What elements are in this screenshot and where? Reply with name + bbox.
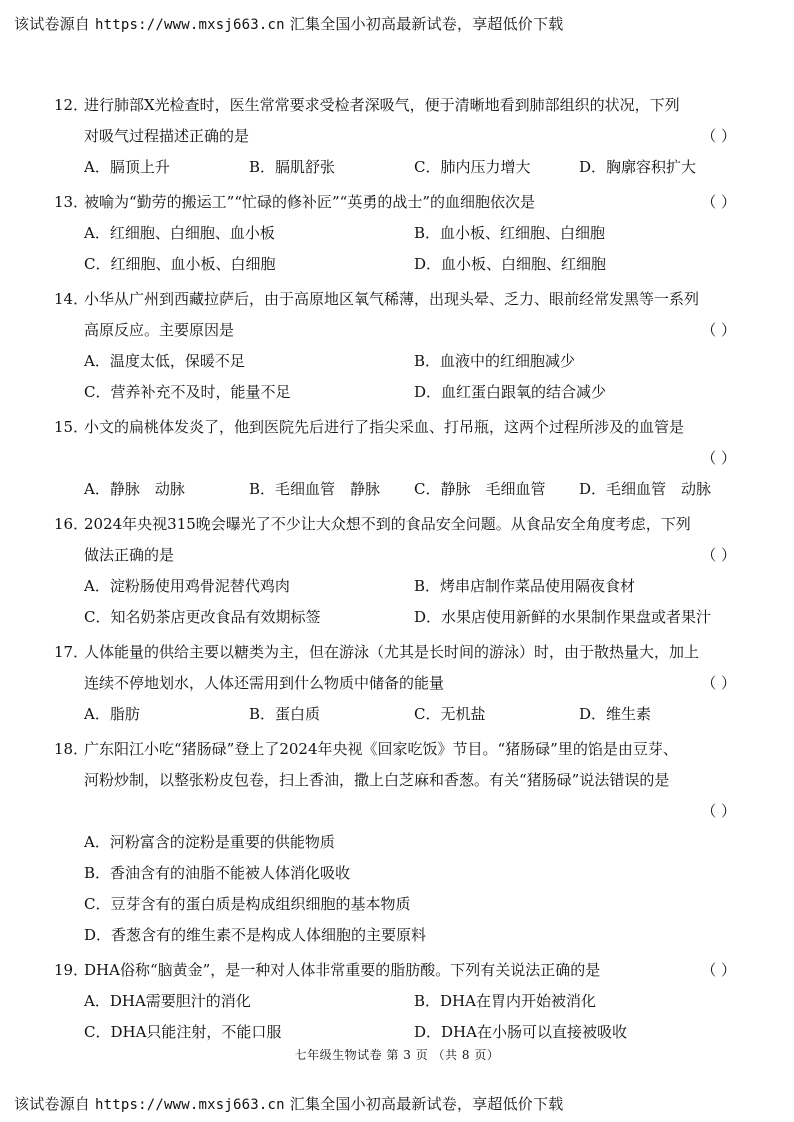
question-14: 14． 小华从广州到西藏拉萨后，由于高原地区氧气稀薄，出现头晕、乏力、眼前经常发黑等一系列 高原反应。主要原因是 （ ） A．温度太低，保暖不足 B．血液中的红细胞减少 C．营养补充不及时，能量不足 D．血红蛋白跟氧的结合减少 (54, 284, 744, 408)
option-c: C．静脉 毛细血管 (414, 480, 546, 498)
option-b: B．毛细血管 静脉 (249, 480, 381, 498)
answer-blank: （ ） (701, 321, 736, 339)
answer-blank: （ ） (701, 961, 736, 979)
option-a: A．河粉富含的淀粉是重要的供能物质 (84, 833, 335, 851)
option-c: C．肺内压力增大 (414, 158, 531, 176)
question-13: 13． 被喻为“勤劳的搬运工”“忙碌的修补匠”“英勇的战士”的血细胞依次是 （ ） A．红细胞、白细胞、血小板 B．血小板、红细胞、白细胞 C．红细胞、血小板、白细胞 D．血小板、白细胞、红细胞 (54, 187, 744, 280)
option-b: B．血液中的红细胞减少 (414, 352, 576, 370)
option-d: D．维生素 (579, 705, 652, 723)
source-banner-top: 该试卷源自 https://www.mxsj663.cn 汇集全国小初高最新试卷，享超低价下载 (14, 15, 564, 33)
option-d: D．血红蛋白跟氧的结合减少 (414, 383, 607, 401)
option-a: A．静脉 动脉 (84, 480, 185, 498)
option-b: B．膈肌舒张 (249, 158, 336, 176)
answer-blank: （ ） (701, 193, 736, 211)
option-b: B．香油含有的油脂不能被人体消化吸收 (84, 864, 351, 882)
option-c: C．豆芽含有的蛋白质是构成组织细胞的基本物质 (84, 895, 411, 913)
question-17: 17． 人体能量的供给主要以糖类为主，但在游泳（尤其是长时间的游泳）时，由于散热量大，加上 连续不停地划水，人体还需用到什么物质中储备的能量 （ ） A．脂肪 B．蛋白质 C．无机盐 D．维生素 (54, 637, 744, 730)
option-c: C．无机盐 (414, 705, 486, 723)
question-list (54, 90, 744, 1048)
answer-blank: （ ） (701, 546, 736, 564)
option-d: D．毛细血管 动脉 (579, 480, 712, 498)
option-d: D．血小板、白细胞、红细胞 (414, 255, 607, 273)
option-d: D．DHA在小肠可以直接被吸收 (414, 1023, 627, 1041)
option-c: C．红细胞、血小板、白细胞 (84, 255, 276, 273)
answer-blank: （ ） (701, 802, 736, 820)
question-16: 16． 2024年央视315晚会曝光了不少让大众想不到的食品安全问题。从食品安全角度考虑，下列 做法正确的是 （ ） A．淀粉肠使用鸡骨泥替代鸡肉 B．烤串店制作菜品使用隔夜食材 C．知名奶茶店更改食品有效期标签 D．水果店使用新鲜的水果制作果盘或者果汁 (54, 509, 744, 633)
option-d: D．香葱含有的维生素不是构成人体细胞的主要原料 (84, 926, 427, 944)
option-d: D．胸廓容积扩大 (579, 158, 697, 176)
question-12: 12． 进行肺部X光检查时，医生常常要求受检者深吸气，便于清晰地看到肺部组织的状况，下列 对吸气过程描述正确的是 （ ） A．膈顶上升 B．膈肌舒张 C．肺内压力增大 D．胸廓容积扩大 (54, 90, 744, 183)
answer-blank: （ ） (701, 674, 736, 692)
source-banner-bottom: 该试卷源自 https://www.mxsj663.cn 汇集全国小初高最新试卷，享超低价下载 (14, 1095, 564, 1113)
question-15: 15． 小文的扁桃体发炎了，他到医院先后进行了指尖采血、打吊瓶，这两个过程所涉及的血管是 （ ） A．静脉 动脉 B．毛细血管 静脉 C．静脉 毛细血管 D．毛细血管 动脉 (54, 412, 744, 505)
option-a: A．温度太低，保暖不足 (84, 352, 245, 370)
option-a: A．淀粉肠使用鸡骨泥替代鸡肉 (84, 577, 290, 595)
source-url-link[interactable]: https://www.mxsj663.cn (94, 17, 285, 33)
option-b: B．蛋白质 (249, 705, 321, 723)
page-footer: 七年级生物试卷 第 3 页 （共 8 页） (294, 1048, 500, 1062)
option-a: A．脂肪 (84, 705, 140, 723)
option-a: A．红细胞、白细胞、血小板 (84, 224, 275, 242)
answer-blank: （ ） (701, 127, 736, 145)
question-19: 19． DHA俗称“脑黄金”，是一种对人体非常重要的脂肪酸。下列有关说法正确的是 （ ） A．DHA需要胆汁的消化 B．DHA在胃内开始被消化 C．DHA只能注射，不能口服 D．DHA在小肠可以直接被吸收 (54, 955, 744, 1048)
option-c: C．营养补充不及时，能量不足 (84, 383, 291, 401)
answer-blank: （ ） (701, 449, 736, 467)
question-18: 18． 广东阳江小吃“猪肠碌”登上了2024年央视《回家吃饭》节目。“猪肠碌”里的馅是由豆芽、 河粉炒制，以整张粉皮包卷，扫上香油，撒上白芝麻和香葱。有关“猪肠碌”说法错误的是 （ ） A．河粉富含的淀粉是重要的供能物质 B．香油含有的油脂不能被人体消化吸收 C．豆芽含有的蛋白质是构成组织细胞的基本物质 D．香葱含有的维生素不是构成人体细胞的主要原料 (54, 734, 744, 951)
option-c: C．知名奶茶店更改食品有效期标签 (84, 608, 321, 626)
source-url-link[interactable]: https://www.mxsj663.cn (94, 1097, 285, 1113)
option-b: B．DHA在胃内开始被消化 (414, 992, 596, 1010)
option-b: B．血小板、红细胞、白细胞 (414, 224, 606, 242)
option-c: C．DHA只能注射，不能口服 (84, 1023, 282, 1041)
option-a: A．膈顶上升 (84, 158, 170, 176)
option-a: A．DHA需要胆汁的消化 (84, 992, 251, 1010)
option-b: B．烤串店制作菜品使用隔夜食材 (414, 577, 636, 595)
option-d: D．水果店使用新鲜的水果制作果盘或者果汁 (414, 608, 712, 626)
